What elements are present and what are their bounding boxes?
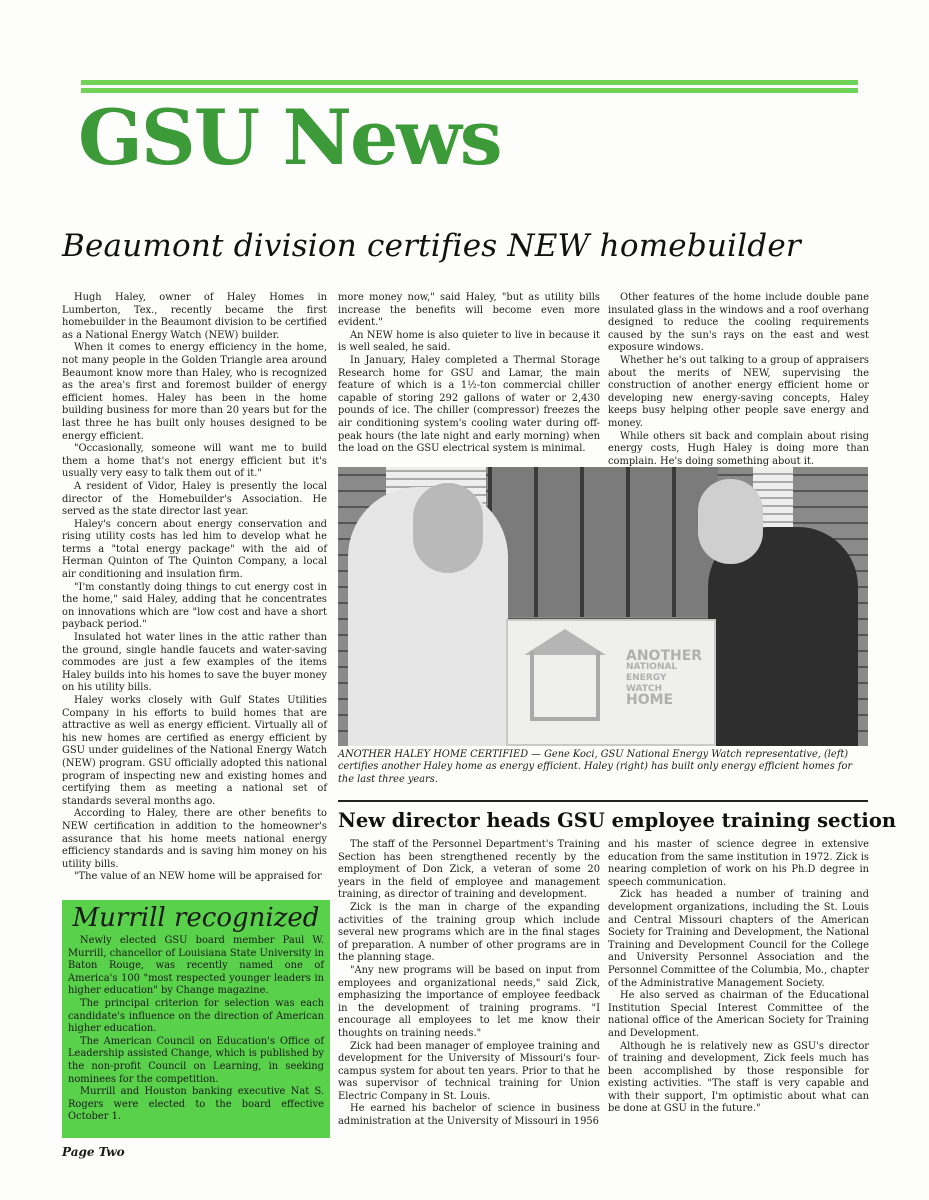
paragraph: "Occasionally, someone will want me to build them a home that's not energy efficient but it's usually very easy to talk them out of it."	[62, 443, 327, 480]
paragraph: He earned his bachelor of science in business administration at the University of Missouri in 1956	[338, 1103, 600, 1128]
training-article-col1	[338, 839, 600, 1129]
paragraph: "The value of an NEW home will be appraised for	[74, 871, 322, 883]
paragraph: Zick is the man in charge of the expanding activities of the training group which include several new programs which are in the final stages of preparation. A number of other programs are in the planning stage.	[338, 901, 600, 964]
energy-watch-sign	[506, 619, 716, 746]
sign-line: NATIONAL	[626, 662, 678, 672]
main-article-col2	[338, 292, 600, 456]
training-article-col2	[608, 839, 869, 1116]
person-right-head	[698, 479, 763, 564]
section-divider	[338, 800, 868, 802]
paragraph: "I'm constantly doing things to cut energy cost in the home," said Haley, adding that he concentrates on innovations which are "low cost and have a short payback period."	[62, 581, 327, 631]
sign-line: WATCH	[626, 684, 663, 694]
page-number: Page Two	[62, 1145, 125, 1159]
masthead-rule-top	[81, 80, 858, 85]
paragraph: more money now," said Haley, "but as utility bills increase the benefits will become even more evident."	[338, 292, 600, 329]
main-headline: Beaumont division certifies NEW homebuilder	[62, 228, 801, 264]
paragraph: He also served as chairman of the Educational Institution Special Interest Committee of the national office of the American Society for Training and Development.	[608, 990, 869, 1039]
masthead-title: GSU News	[78, 93, 501, 182]
paragraph: Murrill and Houston banking executive Nat S. Rogers were elected to the board effective October 1.	[68, 1086, 324, 1123]
photo-caption: ANOTHER HALEY HOME CERTIFIED — Gene Koci, GSU National Energy Watch representative, (left) certifies another Haley home as energy efficient. Haley (right) has built only energy efficient homes for the last three years.	[338, 749, 853, 785]
paragraph: The American Council on Education's Office of Leadership assisted Change, which is published by the non-profit Council on Learning, in seeking nominees for the competition.	[68, 1035, 324, 1085]
paragraph: According to Haley, there are other benefits to NEW certification in addition to the homeowner's assurance that his home meets national energy efficiency standards and is saving him money on his utility bills.	[62, 808, 327, 870]
paragraph: Zick has headed a number of training and development organizations, including the St. Louis and Central Missouri chapters of the American Society for Training and Development, the National Training and Development Council for the College and University Personnel Association and the Personnel Committee of the Columbia, Mo., chapter of the Administrative Management Society.	[608, 889, 869, 989]
paragraph: In January, Haley completed a Thermal Storage Research home for GSU and Lamar, the main feature of which is a 1½-ton commercial chiller capable of storing 292 gallons of water or 2,430 pounds of ice. The chiller (compressor) freezes the air conditioning system's cooling water during off-peak hours (the late night and early morning) when the load on the GSU electrical system is minimal.	[338, 354, 600, 455]
person-left-head	[413, 483, 483, 573]
sign-line: HOME	[626, 692, 674, 708]
haley-home-photo	[338, 467, 868, 746]
training-headline: New director heads GSU employee training section	[338, 809, 897, 832]
paragraph: Zick had been manager of employee training and development for the University of Missouri's four-campus system for about ten years. Prior to that he was supervisor of technical training for Union Electric Company in St. Louis.	[338, 1040, 600, 1102]
paragraph: The staff of the Personnel Department's Training Section has been strengthened recently by the employment of Don Zick, a veteran of some 20 years in the field of employee and management training, as director of training and development.	[338, 839, 600, 901]
murrill-headline: Murrill recognized	[72, 903, 320, 933]
murrill-sidebar	[62, 900, 330, 1138]
window	[488, 467, 718, 617]
paragraph: Hugh Haley, owner of Haley Homes in Lumberton, Tex., recently became the first homebuilder in the Beaumont division to be certified as a National Energy Watch (NEW) builder.	[62, 292, 327, 341]
paragraph: and his master of science degree in extensive education from the same institution in 1972. Zick is nearing completion of work on his Ph.D degree in speech communication.	[608, 839, 869, 888]
sign-line: ENERGY	[626, 673, 667, 683]
paragraph: Haley's concern about energy conservation and rising utility costs has led him to develop what he terms a "total energy package" with the aid of Herman Quinton of The Quinton Company, a local air conditioning and insulation firm.	[62, 518, 327, 581]
paragraph: While others sit back and complain about rising energy costs, Hugh Haley is doing more than complain. He's doing something about it.	[608, 430, 869, 467]
main-article-col1	[62, 292, 327, 884]
paragraph: Insulated hot water lines in the attic rather than the ground, single handle faucets and water-saving commodes are just a few examples of the items Haley builds into his homes to save the buyer money on his utility bills.	[62, 632, 327, 694]
paragraph: Other features of the home include double pane insulated glass in the windows and a roof overhang designed to reduce the cooling requirements caused by the sun's rays on the east and west exposure windows.	[608, 292, 869, 354]
house-icon	[530, 651, 600, 721]
paragraph: Haley works closely with Gulf States Utilities Company in his efforts to build homes that are attractive as well as energy efficient. Virtually all of his new homes are certified as energy efficient by GSU under guidelines of the National Energy Watch (NEW) program. GSU officially adopted this national program of inspecting new and existing homes and certifying them as meeting a national set of standards several months ago.	[62, 695, 327, 807]
main-article-col3	[608, 292, 869, 468]
paragraph: When it comes to energy efficiency in the home, not many people in the Golden Triangle area around Beaumont know more than Haley, who is recognized as the area's first and foremost builder of energy efficient homes. Haley has been in the home building business for more than 20 years but for the last three he has built only houses designed to be energy efficient.	[62, 342, 327, 442]
paragraph: Newly elected GSU board member Paul W. Murrill, chancellor of Louisiana State University in Baton Rouge, was recently named one of America's 100 "most respected younger leaders in higher education" by Change magazine.	[68, 935, 324, 997]
paragraph: Whether he's out talking to a group of appraisers about the merits of NEW, supervising the construction of another energy efficient home or developing new energy-saving concepts, Haley keeps busy helping other people save energy and money.	[608, 354, 869, 429]
paragraph: "Any new programs will be based on input from employees and organizational needs," said Zick, emphasizing the importance of employee feedback in the development of training programs. "I encourage all employees to let me know their thoughts on training needs."	[338, 964, 600, 1039]
sign-text	[626, 648, 703, 708]
paragraph: The principal criterion for selection was each candidate's influence on the direction of American higher education.	[68, 997, 324, 1035]
sign-line: ANOTHER	[626, 648, 703, 664]
paragraph: Although he is relatively new as GSU's director of training and development, Zick feels much has been accomplished by those responsible for existing activities. "The staff is very capable and with their support, I'm optimistic about what can be done at GSU in the future."	[608, 1040, 869, 1115]
paragraph: A resident of Vidor, Haley is presently the local director of the Homebuilder's Association. He served as the state director last year.	[62, 480, 327, 518]
paragraph: An NEW home is also quieter to live in because it is well sealed, he said.	[338, 329, 600, 354]
